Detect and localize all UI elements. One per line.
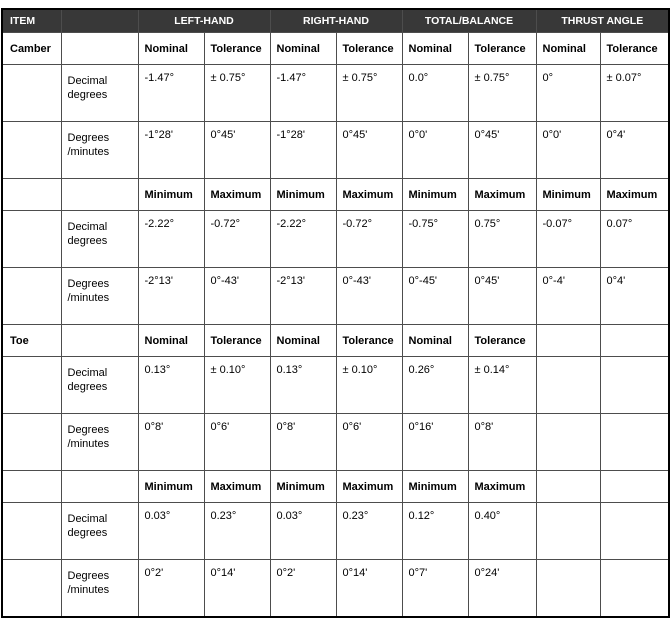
table-row xyxy=(2,122,669,179)
value-cell: 0.75° xyxy=(468,211,536,268)
value-cell xyxy=(536,357,600,414)
sub-cell: Decimal degrees xyxy=(61,65,138,122)
value-cell: ± 0.14° xyxy=(468,357,536,414)
sub-cell xyxy=(61,33,138,65)
header-left-hand: LEFT-HAND xyxy=(138,9,270,33)
value-cell: 0.0° xyxy=(402,65,468,122)
item-cell xyxy=(2,122,61,179)
label-cell: Tolerance xyxy=(336,325,402,357)
label-cell: Maximum xyxy=(336,471,402,503)
table-row xyxy=(2,325,669,357)
value-cell: 0°-45' xyxy=(402,268,468,325)
item-cell xyxy=(2,179,61,211)
value-cell xyxy=(536,560,600,618)
value-cell: -0.72° xyxy=(336,211,402,268)
sub-cell: Decimal degrees xyxy=(61,503,138,560)
value-cell: -2.22° xyxy=(138,211,204,268)
value-cell: ± 0.75° xyxy=(336,65,402,122)
value-cell: 0.07° xyxy=(600,211,669,268)
label-cell: Minimum xyxy=(270,179,336,211)
table-row xyxy=(2,414,669,471)
item-cell: Camber xyxy=(2,33,61,65)
value-cell: -1.47° xyxy=(270,65,336,122)
item-cell xyxy=(2,268,61,325)
alignment-spec-table xyxy=(1,8,670,618)
label-cell: Tolerance xyxy=(468,325,536,357)
value-cell: -2°13' xyxy=(270,268,336,325)
header-item: ITEM xyxy=(2,9,61,33)
table-row xyxy=(2,211,669,268)
header-thrust-angle: THRUST ANGLE xyxy=(536,9,669,33)
value-cell: 0°45' xyxy=(468,268,536,325)
sub-cell xyxy=(61,179,138,211)
label-cell: Tolerance xyxy=(468,33,536,65)
value-cell: 0°2' xyxy=(138,560,204,618)
value-cell: 0°45' xyxy=(336,122,402,179)
value-cell: -2.22° xyxy=(270,211,336,268)
label-cell: Tolerance xyxy=(204,325,270,357)
value-cell: ± 0.07° xyxy=(600,65,669,122)
value-cell: 0°8' xyxy=(138,414,204,471)
sub-cell xyxy=(61,325,138,357)
value-cell xyxy=(536,503,600,560)
value-cell: 0°16' xyxy=(402,414,468,471)
sub-cell: Degrees /minutes xyxy=(61,560,138,618)
sub-cell: Degrees /minutes xyxy=(61,268,138,325)
value-cell: 0°45' xyxy=(204,122,270,179)
value-cell: 0°14' xyxy=(204,560,270,618)
value-cell: -0.72° xyxy=(204,211,270,268)
value-cell: 0°-43' xyxy=(336,268,402,325)
sub-cell: Decimal degrees xyxy=(61,211,138,268)
value-cell: ± 0.10° xyxy=(336,357,402,414)
label-cell xyxy=(600,471,669,503)
value-cell: 0°24' xyxy=(468,560,536,618)
item-cell xyxy=(2,211,61,268)
value-cell: -2°13' xyxy=(138,268,204,325)
table-row xyxy=(2,268,669,325)
value-cell: -1°28' xyxy=(270,122,336,179)
value-cell: 0°6' xyxy=(204,414,270,471)
value-cell: 0.26° xyxy=(402,357,468,414)
table-row xyxy=(2,179,669,211)
value-cell xyxy=(536,414,600,471)
value-cell: 0°2' xyxy=(270,560,336,618)
value-cell xyxy=(600,560,669,618)
table-row xyxy=(2,65,669,122)
sub-cell: Decimal degrees xyxy=(61,357,138,414)
item-cell xyxy=(2,560,61,618)
value-cell: 0°4' xyxy=(600,122,669,179)
value-cell: 0°45' xyxy=(468,122,536,179)
item-cell xyxy=(2,65,61,122)
value-cell: ± 0.10° xyxy=(204,357,270,414)
value-cell: -1°28' xyxy=(138,122,204,179)
value-cell: 0°4' xyxy=(600,268,669,325)
label-cell: Nominal xyxy=(402,33,468,65)
value-cell: 0.40° xyxy=(468,503,536,560)
label-cell: Maximum xyxy=(204,179,270,211)
label-cell: Maximum xyxy=(204,471,270,503)
value-cell: -0.75° xyxy=(402,211,468,268)
value-cell: 0.23° xyxy=(204,503,270,560)
item-cell xyxy=(2,471,61,503)
label-cell: Maximum xyxy=(600,179,669,211)
table-row xyxy=(2,560,669,618)
header-total-balance: TOTAL/BALANCE xyxy=(402,9,536,33)
value-cell: -0.07° xyxy=(536,211,600,268)
value-cell: 0°-43' xyxy=(204,268,270,325)
table-header-row xyxy=(2,9,669,33)
value-cell: 0.13° xyxy=(138,357,204,414)
table-row xyxy=(2,503,669,560)
value-cell: 0.03° xyxy=(270,503,336,560)
item-cell xyxy=(2,414,61,471)
label-cell: Nominal xyxy=(536,33,600,65)
value-cell: 0.13° xyxy=(270,357,336,414)
header-right-hand: RIGHT-HAND xyxy=(270,9,402,33)
item-cell xyxy=(2,503,61,560)
value-cell: 0°7' xyxy=(402,560,468,618)
value-cell: -1.47° xyxy=(138,65,204,122)
value-cell xyxy=(600,503,669,560)
value-cell: ± 0.75° xyxy=(204,65,270,122)
item-cell: Toe xyxy=(2,325,61,357)
label-cell: Minimum xyxy=(402,179,468,211)
label-cell: Minimum xyxy=(402,471,468,503)
value-cell: 0°0' xyxy=(536,122,600,179)
value-cell: 0° xyxy=(536,65,600,122)
label-cell: Maximum xyxy=(336,179,402,211)
label-cell: Nominal xyxy=(270,33,336,65)
sub-cell xyxy=(61,471,138,503)
label-cell: Maximum xyxy=(468,471,536,503)
value-cell: 0°8' xyxy=(468,414,536,471)
label-cell xyxy=(600,325,669,357)
sub-cell: Degrees /minutes xyxy=(61,122,138,179)
label-cell: Minimum xyxy=(536,179,600,211)
value-cell xyxy=(600,414,669,471)
label-cell: Tolerance xyxy=(204,33,270,65)
value-cell: 0.03° xyxy=(138,503,204,560)
value-cell: 0.23° xyxy=(336,503,402,560)
value-cell: 0°6' xyxy=(336,414,402,471)
table-row xyxy=(2,33,669,65)
label-cell: Minimum xyxy=(270,471,336,503)
label-cell xyxy=(536,471,600,503)
value-cell xyxy=(600,357,669,414)
sub-cell: Degrees /minutes xyxy=(61,414,138,471)
value-cell: 0°14' xyxy=(336,560,402,618)
value-cell: 0°0' xyxy=(402,122,468,179)
item-cell xyxy=(2,357,61,414)
label-cell xyxy=(536,325,600,357)
value-cell: 0°8' xyxy=(270,414,336,471)
value-cell: 0°-4' xyxy=(536,268,600,325)
label-cell: Nominal xyxy=(138,33,204,65)
label-cell: Nominal xyxy=(138,325,204,357)
label-cell: Maximum xyxy=(468,179,536,211)
label-cell: Nominal xyxy=(270,325,336,357)
label-cell: Nominal xyxy=(402,325,468,357)
label-cell: Minimum xyxy=(138,471,204,503)
label-cell: Minimum xyxy=(138,179,204,211)
table-row xyxy=(2,471,669,503)
label-cell: Tolerance xyxy=(600,33,669,65)
value-cell: ± 0.75° xyxy=(468,65,536,122)
value-cell: 0.12° xyxy=(402,503,468,560)
table-row xyxy=(2,357,669,414)
header-subcolumn xyxy=(61,9,138,33)
label-cell: Tolerance xyxy=(336,33,402,65)
